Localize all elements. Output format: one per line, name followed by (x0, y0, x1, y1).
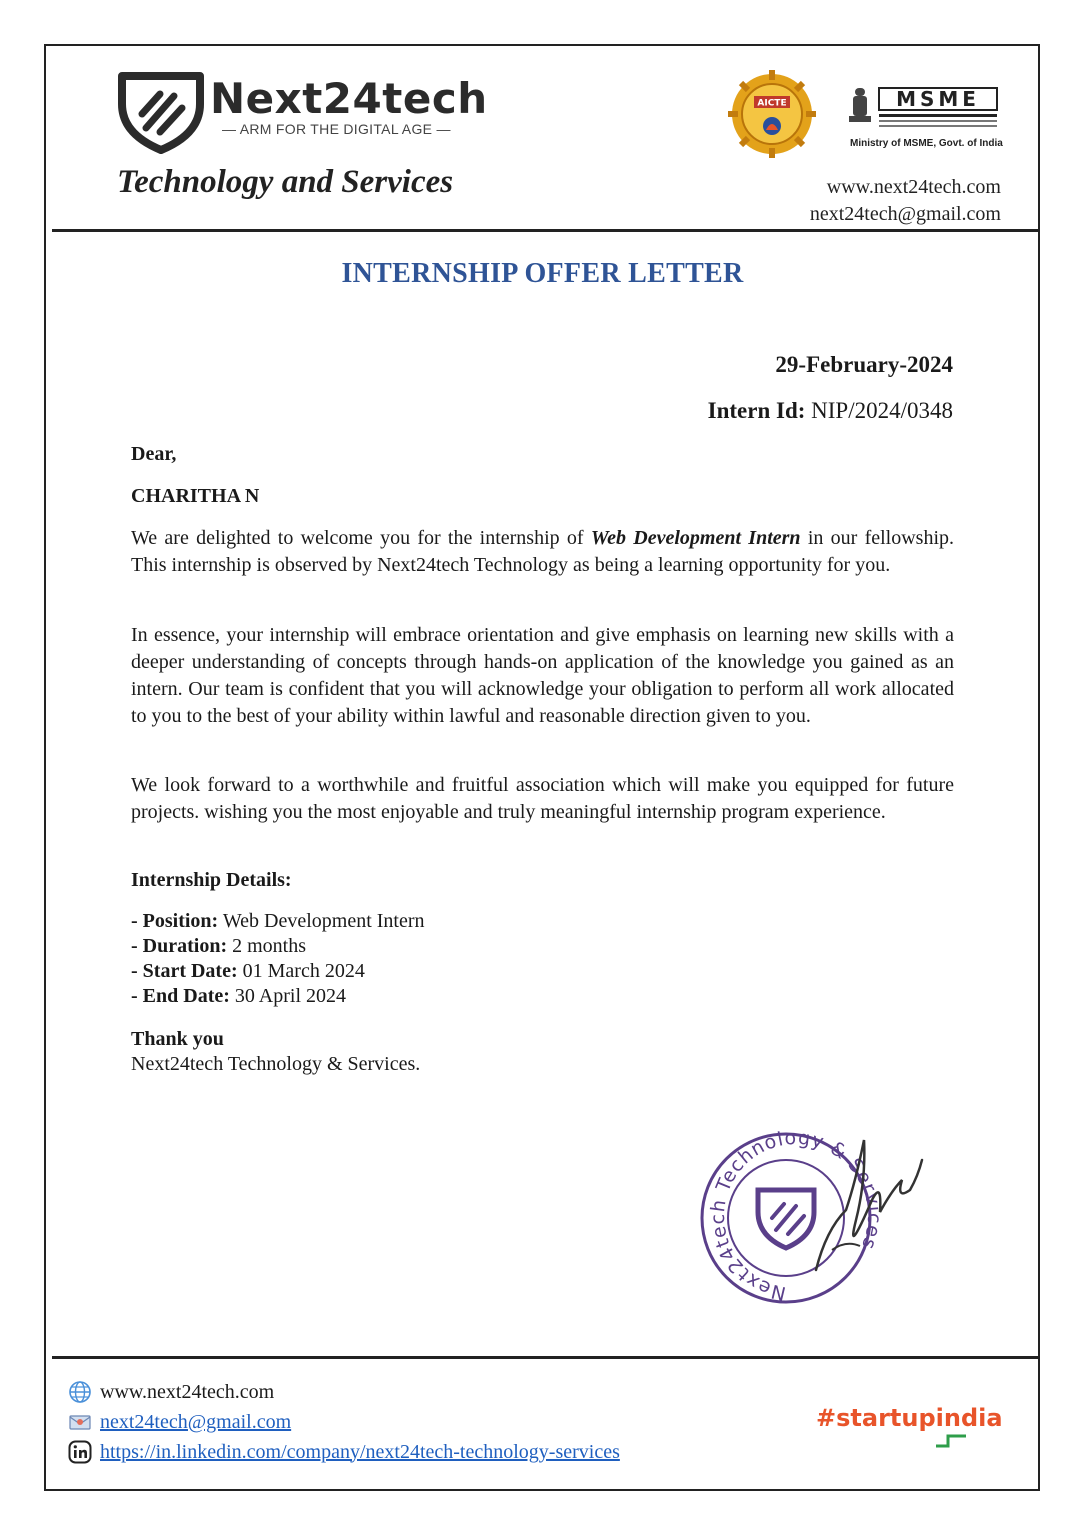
startup-prefix: #startup (816, 1404, 936, 1432)
intern-id (708, 398, 953, 424)
paragraph-essence: In essence, your internship will embrace orientation and give emphasis on learning new skills with a deeper understanding of concepts through hands-on application of the knowledge you gained as an intern. Our team is confident that you will acknowledge your obligation to perform all work allocated to you to the best of your ability within lawful and reasonable direction given to you. (131, 624, 954, 727)
detail-position (131, 910, 425, 933)
detail-label: - End Date: (131, 985, 230, 1007)
footer-linkedin-row (68, 1440, 620, 1464)
footer-email-row (68, 1410, 291, 1434)
startupindia-accent-icon (934, 1432, 968, 1448)
svg-text:Next24tech Technology & Servic: Next24tech Technology & Services (706, 1126, 886, 1305)
detail-value: 30 April 2024 (229, 985, 347, 1007)
p1-after: in our fellowship. This internship is observed by Next24tech Technology as being a learning opportunity for you. (131, 527, 955, 576)
company-stamp-icon (696, 1120, 936, 1310)
recipient-name: CHARITHA N (131, 485, 260, 507)
paragraph-association: We look forward to a worthwhile and fruitful association which will make you equipped for future projects. wishing you the most enjoyable and truly meaningful internship program experience. (131, 774, 954, 823)
detail-label: - Start Date: (131, 960, 238, 982)
detail-label: - Duration: (131, 935, 228, 957)
header-website[interactable]: www.next24tech.com (826, 176, 1001, 198)
footer-website-row (68, 1380, 274, 1404)
linkedin-icon (68, 1440, 92, 1464)
detail-start-date (131, 960, 365, 983)
svg-text:AICTE: AICTE (757, 98, 787, 109)
p1-before: We are delighted to welcome you for the internship of (131, 527, 591, 549)
svg-text:MSME: MSME (896, 87, 980, 111)
startup-suffix: india (935, 1404, 1003, 1432)
detail-label: - Position: (131, 910, 219, 932)
footer-email[interactable]: next24tech@gmail.com (100, 1410, 292, 1433)
next24tech-logo-icon (116, 64, 206, 154)
letter-title: INTERNSHIP OFFER LETTER (341, 258, 744, 289)
brand-name: Next24tech (210, 74, 488, 123)
footer-website[interactable]: www.next24tech.com (100, 1380, 275, 1403)
globe-icon (68, 1380, 92, 1404)
msme-caption: Ministry of MSME, Govt. of India (850, 138, 1003, 149)
detail-duration (131, 935, 306, 958)
footer-divider (52, 1356, 1038, 1359)
letter-date: 29-February-2024 (775, 352, 953, 377)
details-heading: Internship Details: (131, 869, 292, 891)
header-divider (52, 229, 1038, 232)
brand-tagline: — ARM FOR THE DIGITAL AGE — (222, 121, 451, 137)
signoff-company: Next24tech Technology & Services. (131, 1053, 421, 1075)
detail-value: Web Development Intern (218, 910, 425, 932)
thanks-line: Thank you (131, 1028, 224, 1050)
intern-id-value: NIP/2024/0348 (805, 398, 953, 423)
email-icon (68, 1410, 92, 1434)
intern-id-label: Intern Id: (707, 398, 806, 423)
detail-end-date (131, 985, 346, 1008)
detail-value: 2 months (227, 935, 307, 957)
startupindia-logo (816, 1404, 1003, 1432)
role-name: Web Development Intern (590, 527, 801, 549)
detail-value: 01 March 2024 (237, 960, 365, 982)
company-subtitle: Technology and Services (117, 164, 454, 200)
salutation: Dear, (131, 443, 177, 465)
paragraph-welcome (131, 525, 954, 579)
aicte-seal-icon (728, 70, 816, 158)
header-email[interactable]: next24tech@gmail.com (809, 203, 1001, 225)
footer-linkedin-link[interactable]: https://in.linkedin.com/company/next24tech-technology-services (100, 1440, 620, 1463)
